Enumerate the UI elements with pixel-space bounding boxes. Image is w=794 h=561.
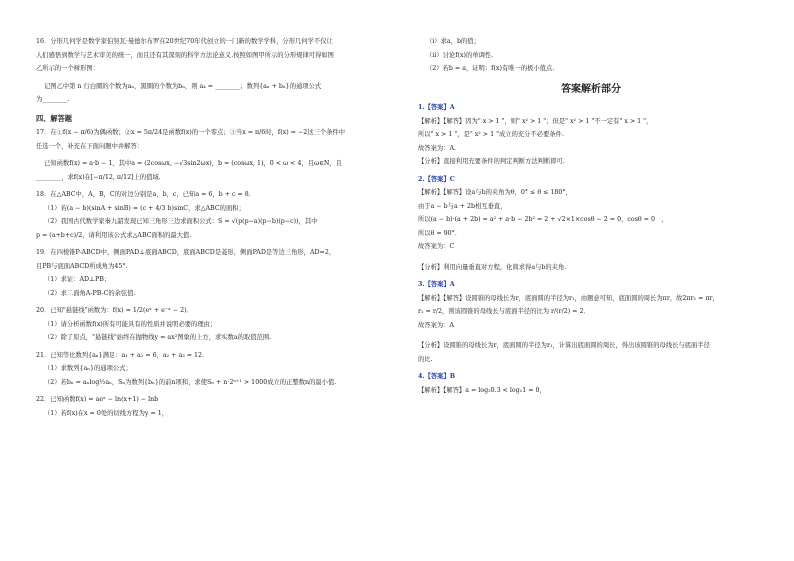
- q18-line1: 18．在△ABC中，A，B，C的对边分别是a，b，c，已知a = 6，b + c = 8．: [36, 191, 256, 199]
- a2-line3: 所以(a − b)·(a + 2b) = a² + a·b − 2b² = 2 + √2×1×cosθ − 2 = 0，cosθ = 0 ，: [418, 216, 668, 223]
- question-22-continued: [418, 38, 764, 74]
- q19-line2: 且PB与底面ABCD所成角为45°.: [36, 262, 128, 270]
- a2-line5: 故答案为：C: [418, 243, 455, 250]
- q20-line3: （2）除了原点，"悬链线"始终在抛物线y = ax²图象的上方，求实数a的取值范围.: [44, 334, 272, 342]
- q22-line2: （1）若f(x)在x = 0处的切线方程为y = 1，: [44, 409, 169, 417]
- a1-line2: 所以" x > 1 "，是" x² > 1 "成立的充分不必要条件.: [418, 131, 564, 138]
- q22-part-2: （2）若b = a，证明：f(x)有唯一的极小值点.: [426, 65, 555, 72]
- question-20: [36, 307, 398, 343]
- q16-line3: 乙所示的一个树形图：: [36, 65, 99, 72]
- q17-line3: 已知函数f(x) = a·b − 1，其中a = (2cosωx, −√3sin2ωx)，b = (cosωx, 1)，0 < ω < 4，且ω∈N，且: [44, 160, 342, 168]
- answer-2: [418, 176, 764, 273]
- q17-line2: 任选一个，补充在下面问题中并解答：: [36, 142, 144, 150]
- q18-line4: p = (a+b+c)/2，请利用该公式求△ABC面积的最大值.: [36, 231, 192, 239]
- q22-part-ii: （ii）讨论f(x)的单调性.: [426, 51, 494, 59]
- question-19: [36, 249, 398, 298]
- a4-head: 4.【答案】B: [418, 373, 456, 380]
- q17-line1: 17．在①f(x − π/6)为偶函数；②x = 5π/24是函数f(x)的一个零点；③当x = π/6时，f(x) = −2这三个条件中: [36, 129, 346, 137]
- answer-4: [418, 373, 764, 395]
- answers-title: 答案解析部分: [561, 83, 621, 95]
- a1-head: 1.【答案】A: [418, 104, 455, 111]
- a3-line5: 的比.: [418, 355, 433, 363]
- a4-line1: 【解析】【解答】a = log₂0.3 < log₂1 = 0，: [418, 386, 546, 394]
- answer-1: [418, 104, 764, 167]
- q20-line2: （1）请分析函数f(x)所有可能具有的性质并说明必要的理由；: [44, 320, 217, 328]
- a3-line4: 【分析】设圆锥的母线长为r，底面圆的半径为r₁，计算出底面圆的周长，得出该圆锥的母线长与底面半径: [418, 342, 710, 349]
- a1-line1: 【解析】【解答】因为" x > 1 "，则" x² > 1 "；但是" x² > 1 "不一定有" x > 1 "，: [418, 117, 653, 125]
- left-column: [36, 38, 398, 427]
- a1-line4: 【分析】直接利用充要条件的判定判断方法判断即可.: [418, 158, 565, 165]
- a3-line1: 【解析】【解答】设圆锥的母线长为r，底面圆的半径为r₁，由题意可知，底面圆的周长为πr，故2πr₁ = πr，: [418, 294, 719, 302]
- a2-line6: 【分析】利用向量垂直对方程，化简求得a与b的夹角.: [418, 263, 567, 271]
- section-heading-answers: 四、解答题: [36, 113, 72, 123]
- right-column: [418, 38, 764, 400]
- a2-line4: 所以θ = 90°．: [418, 229, 462, 237]
- q21-line1: 21．已知等比数列{aₙ}满足：a₁ + a₂ = 6，a₂ + a₃ = 12．: [36, 351, 209, 359]
- a3-head: 3.【答案】A: [418, 281, 455, 288]
- a2-line1: 【解析】【解答】设a与b的夹角为θ，0° ≤ θ ≤ 180°，: [418, 189, 572, 196]
- q16-line4: 记图乙中第 n 行白圈的个数为aₙ，黑圈的个数为bₙ，则 a₄ = ________；数列{aₙ + bₙ}的通项公式: [44, 82, 322, 90]
- q22-part-i: （i）求a，b的值；: [426, 38, 480, 45]
- q19-line1: 19．在四棱锥P-ABCD中，侧面PAD⊥底面ABCD，底面ABCD是菱形，侧面PAD是等边三角形，AD=2，: [36, 249, 336, 257]
- question-18: [36, 191, 398, 240]
- q18-line2: （1）若(a − b)(sinA + sinB) = (c + 4/3 b)sinC，求△ABC的面积；: [44, 204, 245, 212]
- q19-line3: （1）求证：AD⊥PB；: [44, 276, 111, 284]
- q16-line1: 16．分形几何学是数学家伯努瓦·曼德尔布罗在20世纪70年代创立的一门新的数学学科，分形几何学不仅让: [36, 38, 333, 45]
- q21-line3: （2）若bₙ = aₙlog½aₙ，Sₙ为数列{bₙ}的前n项和，求使Sₙ + n·2ⁿ⁺¹ > 1000成立的正整数n的最小值.: [44, 378, 337, 386]
- a2-head: 2.【答案】C: [418, 175, 455, 183]
- question-17: [36, 129, 398, 182]
- question-21: [36, 352, 398, 388]
- a3-line3: 故答案为：A: [418, 321, 455, 329]
- answer-3: [418, 281, 764, 364]
- q17-line4: ________，求f(x)在[−π/12, π/12]上的值域.: [36, 173, 161, 181]
- q21-line2: （1）求数列{aₙ}的通项公式；: [44, 365, 132, 373]
- question-16: [36, 38, 398, 105]
- q22-line1: 22．已知函数f(x) = aeˣ − ln(x+1) − lnb: [36, 396, 159, 404]
- q18-line3: （2）我国古代数学家秦九韶发现已知三角形三边求面积公式：S = √(p(p−a)(p−b)(p−c))，其中: [44, 218, 318, 226]
- a3-line2: r₁ = r/2，则该圆锥的母线长与底面半径的比为 r/(r/2) = 2．: [418, 308, 590, 315]
- a1-line3: 故答案为：A.: [418, 144, 457, 152]
- q20-line1: 20．已知"悬链线"函数为：f(x) = 1/2(eˣ + e⁻ˣ − 2)．: [36, 307, 193, 315]
- question-22: [36, 396, 398, 418]
- q16-line2: 人们感悟到数学与艺术审美的统一，而且还有其深刻的科学方法论意义.按照如图甲所示的分形规律可得如图: [36, 51, 334, 59]
- q16-line5: 为________.: [36, 96, 70, 103]
- a2-line2: 由于a − b与a + 2b相互垂直，: [418, 202, 507, 210]
- q19-line4: （2）求二面角A-PB-C的余弦值.: [44, 289, 136, 297]
